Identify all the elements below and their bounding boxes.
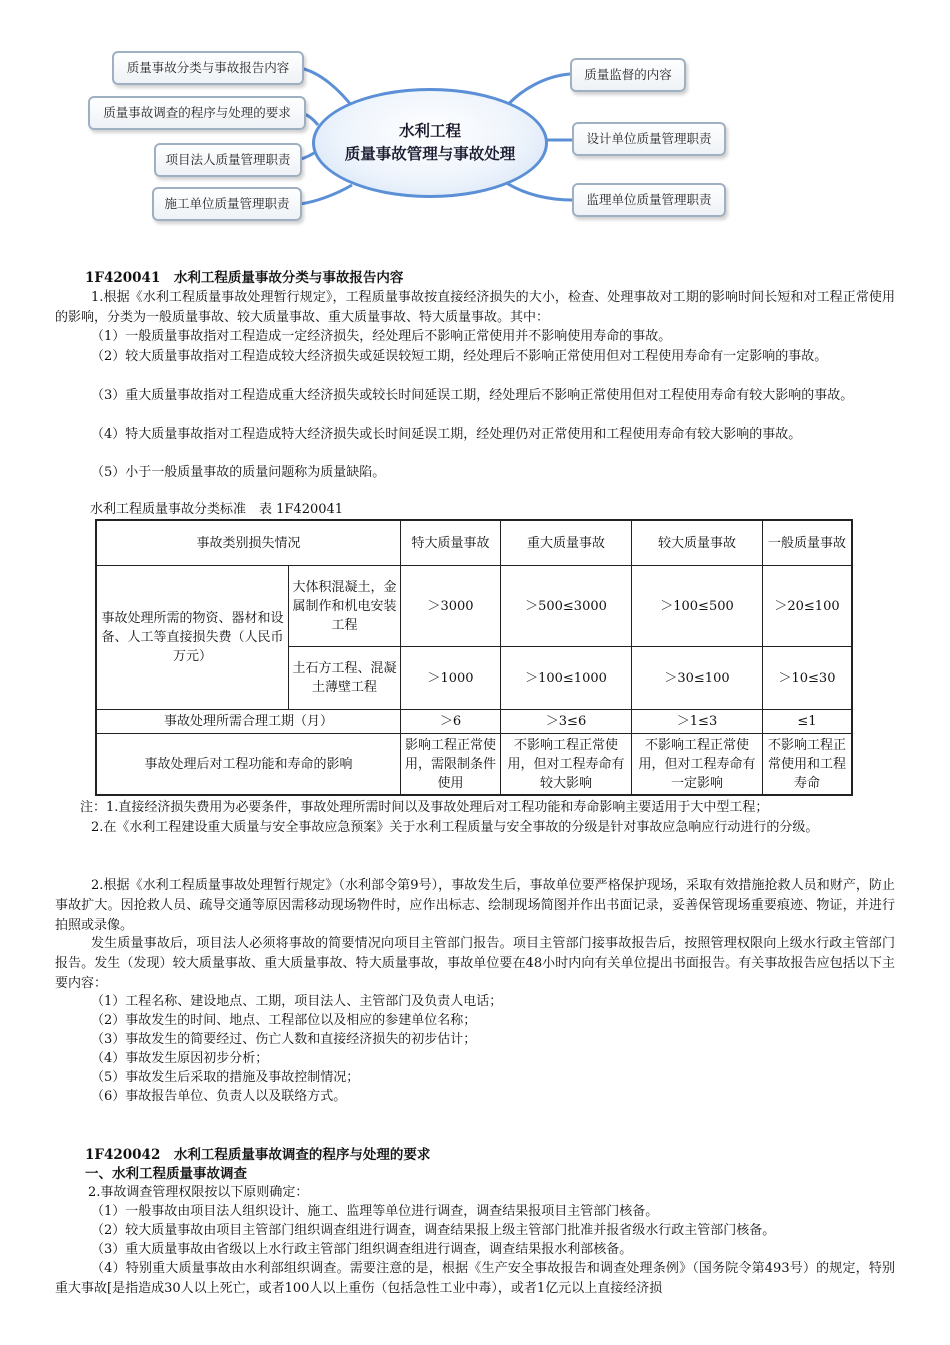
item-major-accident: （3）重大质量事故指对工程造成重大经济损失或较长时间延误工期，经处理后不影响正常使用但对工程使用寿命有较大影响的事故。: [91, 388, 854, 403]
mm-center-line2: 质量事故管理与事故处理: [344, 145, 516, 163]
table-cell: ＞1≤3: [632, 710, 763, 734]
report-item: （5）事故发生后采取的措施及事故控制情况；: [91, 1070, 360, 1085]
mm-node-accident-classification: 质量事故分类与事故报告内容: [112, 51, 304, 85]
mm-node-contractor-duties: 施工单位质量管理职责: [152, 187, 302, 221]
paragraph-reporting: 发生质量事故后，项目法人必须将事故的简要情况向项目主管部门报告。项目主管部门接事故报告后，按照管理权限向上级水行政主管部门报告。发生（发现）较大质量事故、重大质量事故、特大质量事故，事故单位要在48小时内向有关单位提出书面报告。有关事故报告应包括以下主要内容：: [55, 936, 895, 991]
mm-node-investigation-procedure: 质量事故调查的程序与处理的要求: [88, 96, 306, 130]
item-extraordinary-accident: （4）特大质量事故指对工程造成特大经济损失或长时间延误工期，经处理仍对正常使用和工程使用寿命有较大影响的事故。: [91, 427, 802, 442]
table-header-category: 事故类别损失情况: [97, 521, 401, 566]
table-cell: ＞3≤6: [501, 710, 632, 734]
table-caption: 水利工程质量事故分类标准 表 1F420041: [90, 502, 344, 517]
table-note-1: 注：1.直接经济损失费用为必要条件，事故处理所需时间以及事故处理后对工程功能和寿命影响主要适用于大中型工程；: [80, 800, 769, 815]
table-cell: 不影响工程正常使用，但对工程寿命有较大影响: [501, 734, 632, 795]
mm-node-owner-duties: 项目法人质量管理职责: [154, 143, 302, 177]
table-cell: 不影响工程正常使用，但对工程寿命有一定影响: [632, 734, 763, 795]
report-item: （3）事故发生的简要经过、伤亡人数和直接经济损失的初步估计；: [91, 1032, 477, 1047]
table-cell: 不影响工程正常使用和工程寿命: [763, 734, 852, 795]
table-note-2: 2.在《水利工程建设重大质量与安全事故应急预案》关于水利工程质量与安全事故的分级是针对事故应急响应行动进行的分级。: [91, 820, 819, 835]
item-general-accident: （1）一般质量事故指对工程造成一定经济损失，经处理后不影响正常使用并不影响使用寿命的事故。: [91, 329, 672, 344]
table-header-col: 重大质量事故: [501, 521, 632, 566]
table-row-label-cost: 事故处理所需的物资、器材和设备、人工等直接损失费（人民币万元）: [97, 566, 289, 710]
section-title-1f420041: 1F420041 水利工程质量事故分类与事故报告内容: [85, 270, 404, 286]
section-title-1f420042: 1F420042 水利工程质量事故调查的程序与处理的要求: [85, 1147, 431, 1163]
table-cell: ＞30≤100: [632, 647, 763, 710]
mm-node-supervision-content: 质量监督的内容: [570, 58, 686, 92]
paragraph-classification: 1.根据《水利工程质量事故处理暂行规定》，工程质量事故按直接经济损失的大小，检查、处理事故对工期的影响时间长短和对工程正常使用的影响，分类为一般质量事故、较大质量事故、重大质量事故、特大质量事故。其中：: [55, 290, 895, 325]
table-subcategory: 土石方工程、混凝土薄壁工程: [289, 647, 401, 710]
paragraph-site-protection: 2.根据《水利工程质量事故处理暂行规定》（水利部令第9号），事故发生后，事故单位要严格保护现场，采取有效措施抢救人员和财产，防止事故扩大。因抢救人员、疏导交通等原因需移动现场物件时，应作出标志、绘制现场简图并作出书面记录，妥善保管现场重要痕迹、物证，并进行拍照或录像。: [55, 878, 895, 933]
table-cell: ＞100≤500: [632, 566, 763, 647]
table-header-col: 特大质量事故: [401, 521, 501, 566]
report-item: （1）工程名称、建设地点、工期，项目法人、主管部门及负责人电话；: [91, 994, 503, 1009]
subsection-title-investigation: 一、水利工程质量事故调查: [85, 1166, 247, 1182]
authority-item-extraordinary: （4）特别重大质量事故由水利部组织调查。需要注意的是，根据《生产安全事故报告和调查处理条例》（国务院令第493号）的规定，特别重大事故[是指造成30人以上死亡，或者100人以上重伤（包括急性工业中毒），或者1亿元以上直接经济损: [55, 1261, 895, 1296]
table-cell: ≤1: [763, 710, 852, 734]
table-header-col: 一般质量事故: [763, 521, 852, 566]
table-cell: ＞1000: [401, 647, 501, 710]
table-cell: ＞500≤3000: [501, 566, 632, 647]
table-row-label-impact: 事故处理后对工程功能和寿命的影响: [97, 734, 401, 795]
table-cell: ＞20≤100: [763, 566, 852, 647]
item-quality-defect: （5）小于一般质量事故的质量问题称为质量缺陷。: [91, 465, 386, 480]
classification-table: [96, 520, 852, 795]
report-item: （2）事故发生的时间、地点、工程部位以及相应的参建单位名称；: [91, 1013, 477, 1028]
table-cell: 影响工程正常使用，需限制条件使用: [401, 734, 501, 795]
table-subcategory: 大体积混凝土，金属制作和机电安装工程: [289, 566, 401, 647]
authority-item: （1）一般事故由项目法人组织设计、施工、监理等单位进行调查，调查结果报项目主管部门核备。: [91, 1204, 659, 1219]
table-cell: ＞3000: [401, 566, 501, 647]
table-row-label-duration: 事故处理所需合理工期（月）: [97, 710, 401, 734]
report-item: （6）事故报告单位、负责人以及联络方式。: [91, 1089, 347, 1104]
table-cell: ＞100≤1000: [501, 647, 632, 710]
table-header-col: 较大质量事故: [632, 521, 763, 566]
authority-item: （3）重大质量事故由省级以上水行政主管部门组织调查组进行调查，调查结果报水利部核备。: [91, 1242, 633, 1257]
mm-node-supervisor-duties: 监理单位质量管理职责: [572, 183, 726, 217]
mm-center-line1: 水利工程: [398, 122, 461, 140]
paragraph-authority: 2.事故调查管理权限按以下原则确定：: [88, 1185, 309, 1200]
authority-item: （2）较大质量事故由项目主管部门组织调查组进行调查，调查结果报上级主管部门批准并报省级水行政主管部门核备。: [91, 1223, 776, 1238]
item-larger-accident: （2）较大质量事故指对工程造成较大经济损失或延误较短工期，经处理后不影响正常使用但对工程使用寿命有一定影响的事故。: [91, 349, 828, 364]
report-item: （4）事故发生原因初步分析；: [91, 1051, 269, 1066]
table-cell: ＞6: [401, 710, 501, 734]
mm-center-topic: [312, 88, 548, 198]
mm-node-designer-duties: 设计单位质量管理职责: [572, 122, 726, 156]
table-cell: ＞10≤30: [763, 647, 852, 710]
mind-map: [0, 0, 950, 230]
